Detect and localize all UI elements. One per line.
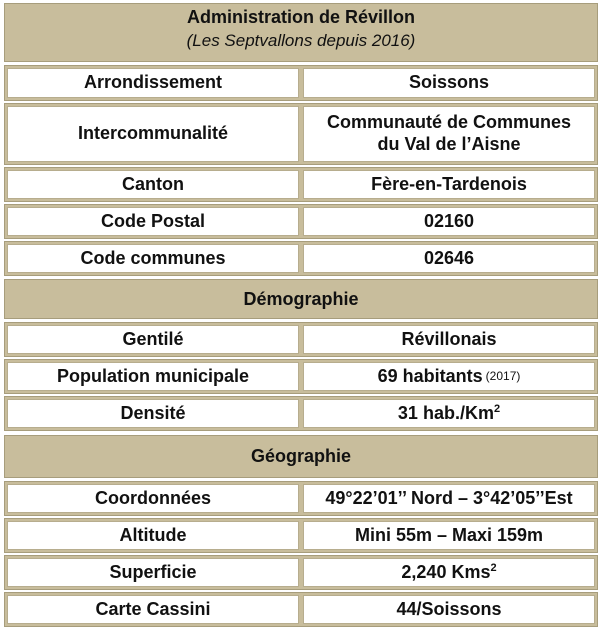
value-code-communes: 02646 — [303, 244, 595, 273]
row-code-postal — [4, 204, 598, 239]
value-altitude: Mini 55m – Maxi 159m — [303, 521, 595, 550]
row-gentile — [4, 322, 598, 357]
value-intercommunalite-line1: Communauté de Communes — [326, 112, 572, 133]
label-gentile: Gentilé — [7, 325, 299, 354]
label-canton: Canton — [7, 170, 299, 199]
section-title-geographie: Géographie — [250, 446, 352, 466]
row-superficie — [4, 555, 598, 590]
value-gentile: Révillonais — [303, 325, 595, 354]
value-densite-main: 31 hab./Km — [397, 402, 494, 423]
label-altitude: Altitude — [7, 521, 299, 550]
row-arrondissement — [4, 65, 598, 101]
row-coordonnees — [4, 481, 598, 516]
value-population-main: 69 habitants — [377, 365, 483, 386]
label-superficie: Superficie — [7, 558, 299, 587]
row-carte-cassini — [4, 592, 598, 627]
row-code-communes — [4, 241, 598, 276]
value-canton: Fère-en-Tardenois — [303, 170, 595, 199]
section-demographie — [4, 279, 598, 319]
label-population: Population municipale — [7, 362, 299, 391]
section-geographie — [4, 435, 598, 478]
table-title: Administration de Révillon — [186, 7, 416, 27]
row-intercommunalite — [4, 103, 598, 165]
label-intercommunalite: Intercommunalité — [7, 106, 299, 162]
label-carte-cassini: Carte Cassini — [7, 595, 299, 624]
label-coordonnees: Coordonnées — [7, 484, 299, 513]
table-header — [4, 3, 598, 62]
row-densite — [4, 396, 598, 431]
label-code-communes: Code communes — [7, 244, 299, 273]
row-canton — [4, 167, 598, 202]
value-intercommunalite-line2: du Val de l’Aisne — [377, 134, 521, 154]
value-densite: 31 hab./Km $^2$ — [303, 399, 595, 428]
value-coordonnees: 49°22’01’’ Nord – 3°42’05’’Est — [303, 484, 595, 513]
label-arrondissement: Arrondissement — [7, 68, 299, 98]
value-population-year: (2017) — [485, 369, 521, 384]
value-carte-cassini: 44/Soissons — [303, 595, 595, 624]
value-superficie: 2,240 Kms $^2$ — [303, 558, 595, 587]
section-title-demographie: Démographie — [243, 288, 359, 309]
value-arrondissement: Soissons — [303, 68, 595, 98]
value-code-postal: 02160 — [303, 207, 595, 236]
row-altitude — [4, 518, 598, 553]
row-population — [4, 359, 598, 394]
value-intercommunalite — [303, 106, 595, 162]
value-population — [303, 362, 595, 391]
table-subtitle: (Les Septvallons depuis 2016) — [186, 30, 416, 50]
label-densite: Densité — [7, 399, 299, 428]
label-code-postal: Code Postal — [7, 207, 299, 236]
value-superficie-main: 2,240 Kms — [401, 561, 491, 582]
info-table — [1, 1, 601, 629]
